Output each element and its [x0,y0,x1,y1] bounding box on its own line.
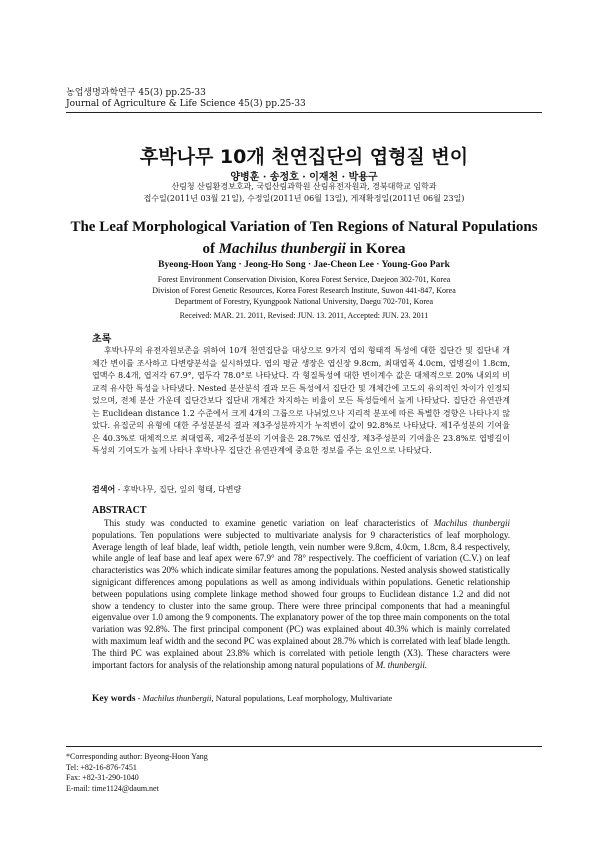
abstract-english-species: Machilus thunbergii [433,518,511,528]
title-english-species: Machilus thunbergii [218,241,346,257]
title-english-in-korea: in Korea [349,241,406,257]
keywords-korean [92,484,241,495]
footnote [66,752,208,794]
keywords-english-species: Machilus thunbergii [142,693,212,703]
contact-tel: Tel: +82-16-876-7451 [66,762,137,772]
title-english-line1: The Leaf Morphological Variation of Ten Regions of Natural Populations [70,219,538,235]
journal-header-en: Journal of Agriculture & Life Science 45(3) pp.25-33 [66,99,306,109]
dates-korean: 접수일(2011년 03월 21일), 수정일(2011년 06월 13일), 게재확정일(2011년 06월 23일) [143,194,465,203]
abstract-english-text [92,518,510,671]
contact-email: E-mail: time1124@daum.net [66,783,159,793]
affiliation-2: Division of Forest Genetic Resources, Korea Forest Research Institute, Suwon 441-847, Korea [152,286,456,295]
abstract-english-part2: populations. Ten populations were subjected to multivariate analysis for 9 characteristics of leaf morphology. Average length of leaf blade, leaf width, petiole length, vein number were 9.8cm, 4.0cm, 1.8cm, 8.4 respectively, while angle of leaf base and leaf apex were 67.9° and 78° respectively. The coefficient of variation (C.V.) on leaf characteristics was 20% which indicate similar features among the populations. Nested analysis showed statistically signigicant differences among populations as well as among individuals within populations. Genetic relationship between populations using complete linkage method showed four groups to Euclidean distance 1.2 and did not show a tendency to cluster into the same group. There were three principal components that had a meaningful eigenvalue over 1.0 among the 9 components. The explanatory power of the top three main components on the total variation was 92.8%. The first principal component (PC) was explained about 40.3% which is mainly correlated with maximum leaf width and the second PC was explained about 28.7% which is correlated with leaf blade length. The third PC was explained about 23.8% which is correlated with petiole length (X3). These characters were important factors for analysis of the relationship among natural populations of [92,529,510,670]
journal-header-ko: 농업생명과학연구 45(3) pp.25-33 [66,88,206,98]
abstract-english [92,518,510,671]
abstract-english-species-short: M. thunbergii. [375,659,428,670]
affiliations-korean: 산림청 산림환경보호과, 국립산림과학원 산림유전자원과, 경북대학교 임학과 [171,182,437,191]
keywords-korean-label: 검색어 [92,485,116,494]
title-korean: 후박나무 10개 천연집단의 엽형질 변이 [139,146,469,168]
contact-fax: Fax: +82-31-290-1040 [66,773,139,782]
abstract-korean-heading: 초록 [92,334,112,345]
abstract-korean-text: 후박나무의 유전자원보존을 위하여 10개 천연집단을 대상으로 9가지 엽의 형태적 특성에 대한 집단간 및 집단내 개체간 변이를 조사하고 다변량분석을 실시하였다. 엽의 평균 생장은 엽신장 9.8cm, 최대엽폭 4.0cm, 엽병길이 1.8cm, 엽맥수 8.4개, 엽저각 67.9°, 엽두각 78.0°로 나타났다. 각 형질특성에 대한 변이계수 값은 대체적으로 20% 내외의 비교적 유사한 특성을 나타냈다. Nested 분산분석 결과 모든 특성에서 집단간 및 개체간에 고도의 유의적인 차이가 인정되었으며, 전체 분산 가운데 집단간보다 집단내 개체간 차지하는 비율이 모든 특성들에서 높게 나타났다. 집단간 유연관계는 Euclidean distance 1.2 수준에서 크게 4개의 그룹으로 나뉘었으나 지리적 분포에 따른 특별한 경향은 나타나지 않았다. 유집군의 유형에 대한 주성분분석 결과 제3주성분까지가 누적변이 값이 92.8%로 나타났다. 제1주성분의 기여율은 40.3%로 대체적으로 최대엽폭, 제2주성분의 기여율은 28.7%로 엽신장, 제3주성분의 기여율은 23.8%로 엽병길이 특성의 기여도가 높게 나타나 후박나무 집단간 유연관계에 중요한 정보를 주는 요인으로 나타났다. [92,346,510,455]
keywords-english-dash: - [137,693,141,703]
authors-korean: 양병훈 · 송정호 · 이재천 · 박용구 [230,172,378,183]
affiliation-1: Forest Environment Conservation Division, Korea Forest Service, Daejeon 302-701, Korea [157,275,451,284]
header-divider [66,112,542,113]
dates-english: Received: MAR. 21. 2011, Revised: JUN. 13. 2011, Accepted: JUN. 23. 2011 [179,311,429,320]
keywords-english-list: , Natural populations, Leaf morphology, Multivariate [211,693,393,703]
abstract-english-heading: ABSTRACT [92,505,147,516]
authors-english: Byeong-Hoon Yang · Jeong-Ho Song · Jae-Cheon Lee · Young-Goo Park [158,260,450,270]
affiliation-3: Department of Forestry, Kyungpook National University, Daegu 702-701, Korea [174,297,434,306]
keywords-english-label: Key words [92,694,136,704]
title-english [66,216,542,260]
abstract-korean [92,345,510,458]
affiliations-english [66,274,542,307]
corresponding-author: *Corresponding author: Byeong-Hoon Yang [66,752,208,761]
keywords-english [92,693,392,704]
keywords-korean-list: - 후박나무, 집단, 잎의 형태, 다변량 [117,485,242,494]
abstract-english-part1: This study was conducted to examine genetic variation on leaf characteristics of [104,518,429,528]
footnote-divider [66,746,542,747]
title-english-of: of [202,241,215,257]
